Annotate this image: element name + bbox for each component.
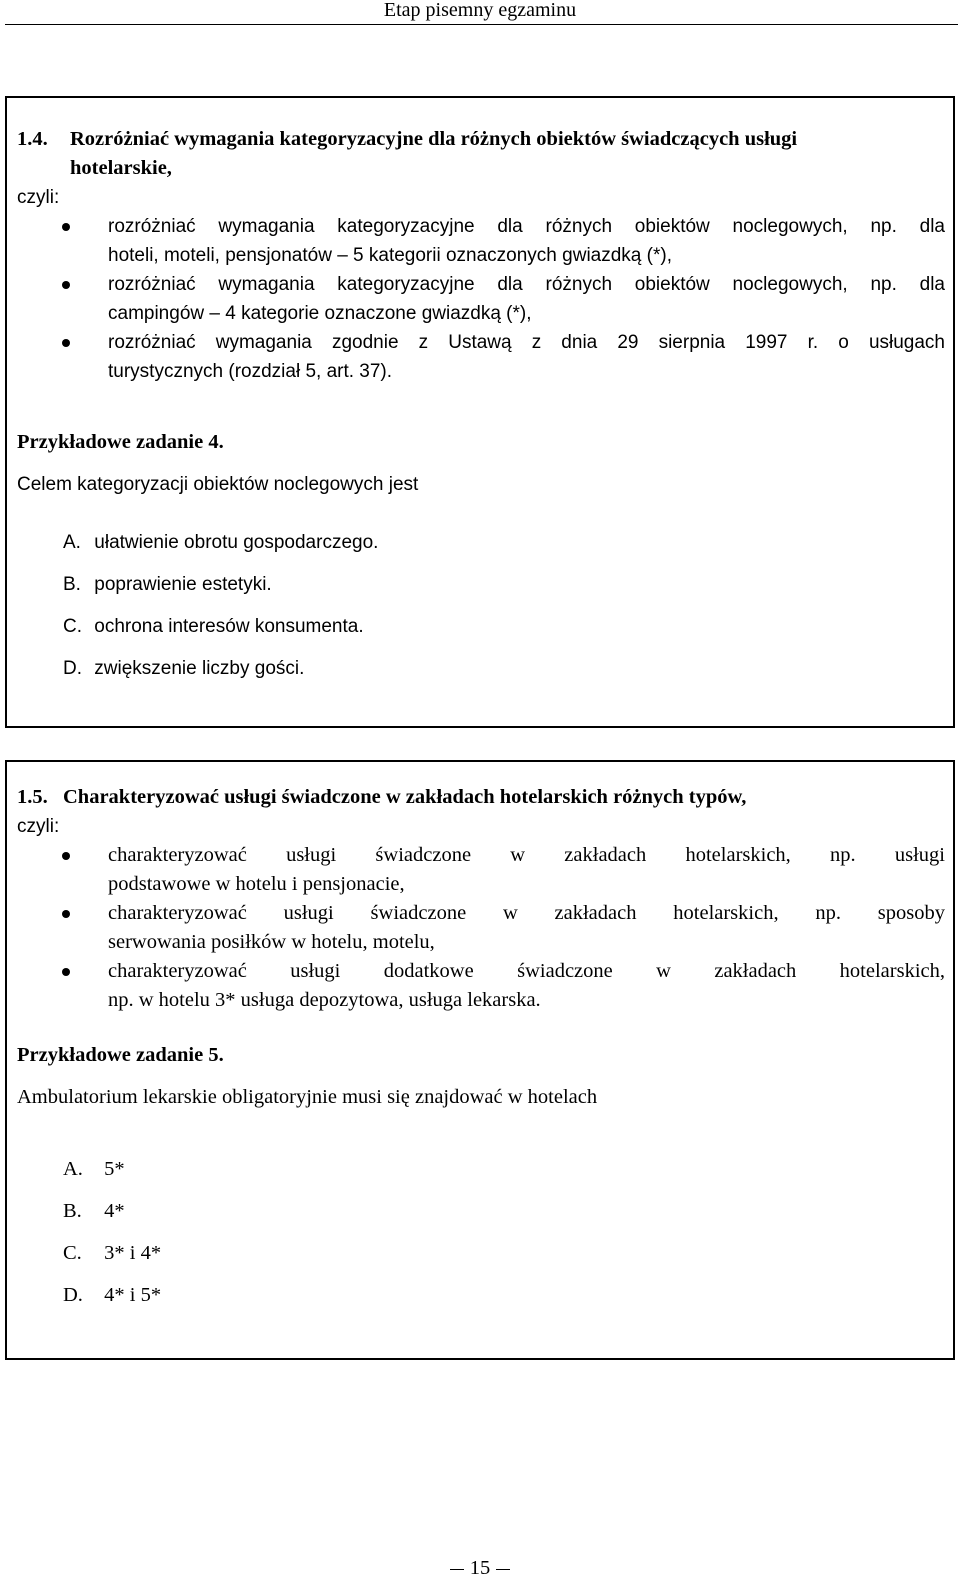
answer-option-d bbox=[63, 1281, 161, 1309]
option-label: C. bbox=[63, 616, 82, 637]
bullet-line: charakteryzować usługi dodatkowe świadczone w zakładach hotelarskich, bbox=[108, 960, 945, 982]
header-title: Etap pisemny egzaminu bbox=[383, 0, 577, 21]
option-text: 4* i 5* bbox=[104, 1284, 162, 1306]
list-item bbox=[108, 841, 945, 899]
section-number: 1.5. bbox=[17, 786, 48, 808]
option-text: 5* bbox=[104, 1158, 125, 1180]
bullet-line: serwowania posiłków w hotelu, motelu, bbox=[108, 931, 435, 953]
footer-dash bbox=[450, 1569, 464, 1570]
option-label: A. bbox=[63, 1158, 83, 1180]
answer-option-c bbox=[63, 613, 364, 641]
list-item bbox=[108, 212, 945, 270]
task-question: Ambulatorium lekarskie obligatoryjnie musi się znajdować w hotelach bbox=[17, 1086, 598, 1108]
list-item bbox=[108, 328, 945, 386]
option-text: 4* bbox=[104, 1200, 125, 1222]
czyli-label: czyli: bbox=[17, 816, 60, 837]
bullet-line: charakteryzować usługi świadczone w zakładach hotelarskich, np. usługi bbox=[108, 844, 945, 866]
bullet-icon bbox=[62, 223, 70, 231]
list-item bbox=[108, 270, 945, 328]
task-title: Przykładowe zadanie 5. bbox=[17, 1044, 224, 1066]
bullet-line: hoteli, moteli, pensjonatów – 5 kategorii oznaczonych gwiazdką (*), bbox=[108, 245, 672, 266]
section-heading-line2: hotelarskie, bbox=[70, 157, 172, 179]
option-label: A. bbox=[63, 532, 81, 553]
answer-option-c bbox=[63, 1239, 161, 1267]
bullet-icon bbox=[62, 339, 70, 347]
task-title: Przykładowe zadanie 4. bbox=[17, 431, 224, 453]
answer-option-a bbox=[63, 529, 378, 557]
answer-option-b bbox=[63, 1197, 125, 1225]
option-label: D. bbox=[63, 1284, 83, 1306]
answer-option-a bbox=[63, 1155, 125, 1183]
bullet-icon bbox=[62, 852, 70, 860]
bullet-line: campingów – 4 kategorie oznaczone gwiazdką (*), bbox=[108, 303, 532, 324]
bullet-line: rozróżniać wymagania zgodnie z Ustawą z dnia 29 sierpnia 1997 r. o usługach bbox=[108, 332, 945, 353]
list-item bbox=[108, 957, 945, 1015]
option-text: ochrona interesów konsumenta. bbox=[94, 616, 364, 637]
header-rule bbox=[5, 24, 958, 25]
bullet-line: charakteryzować usługi świadczone w zakładach hotelarskich, np. sposoby bbox=[108, 902, 945, 924]
option-text: poprawienie estetyki. bbox=[94, 574, 272, 595]
bullet-icon bbox=[62, 968, 70, 976]
footer-dash bbox=[496, 1569, 510, 1570]
section-number: 1.4. bbox=[17, 128, 48, 150]
bullet-line: turystycznych (rozdział 5, art. 37). bbox=[108, 361, 393, 382]
option-text: zwiększenie liczby gości. bbox=[94, 658, 305, 679]
answer-option-d bbox=[63, 655, 304, 683]
bullet-line: rozróżniać wymagania kategoryzacyjne dla różnych obiektów noclegowych, np. dla bbox=[108, 216, 945, 237]
bullet-line: rozróżniać wymagania kategoryzacyjne dla różnych obiektów noclegowych, np. dla bbox=[108, 274, 945, 295]
section-heading-line1: Rozróżniać wymagania kategoryzacyjne dla różnych obiektów świadczących usługi bbox=[70, 128, 798, 150]
answer-option-b bbox=[63, 571, 272, 599]
option-label: C. bbox=[63, 1242, 82, 1264]
page-header bbox=[0, 0, 960, 22]
option-text: 3* i 4* bbox=[104, 1242, 162, 1264]
bullet-line: np. w hotelu 3* usługa depozytowa, usługa lekarska. bbox=[108, 989, 541, 1011]
page-number: 15 bbox=[469, 1557, 491, 1579]
czyli-label: czyli: bbox=[17, 187, 60, 208]
option-text: ułatwienie obrotu gospodarczego. bbox=[94, 532, 379, 553]
section-heading: Charakteryzować usługi świadczone w zakładach hotelarskich różnych typów, bbox=[63, 786, 747, 808]
list-item bbox=[108, 899, 945, 957]
option-label: B. bbox=[63, 574, 81, 595]
option-label: B. bbox=[63, 1200, 82, 1222]
task-question: Celem kategoryzacji obiektów noclegowych jest bbox=[17, 474, 419, 495]
bullet-icon bbox=[62, 910, 70, 918]
bullet-line: podstawowe w hotelu i pensjonacie, bbox=[108, 873, 405, 895]
bullet-icon bbox=[62, 281, 70, 289]
option-label: D. bbox=[63, 658, 82, 679]
page-footer bbox=[0, 1557, 960, 1580]
